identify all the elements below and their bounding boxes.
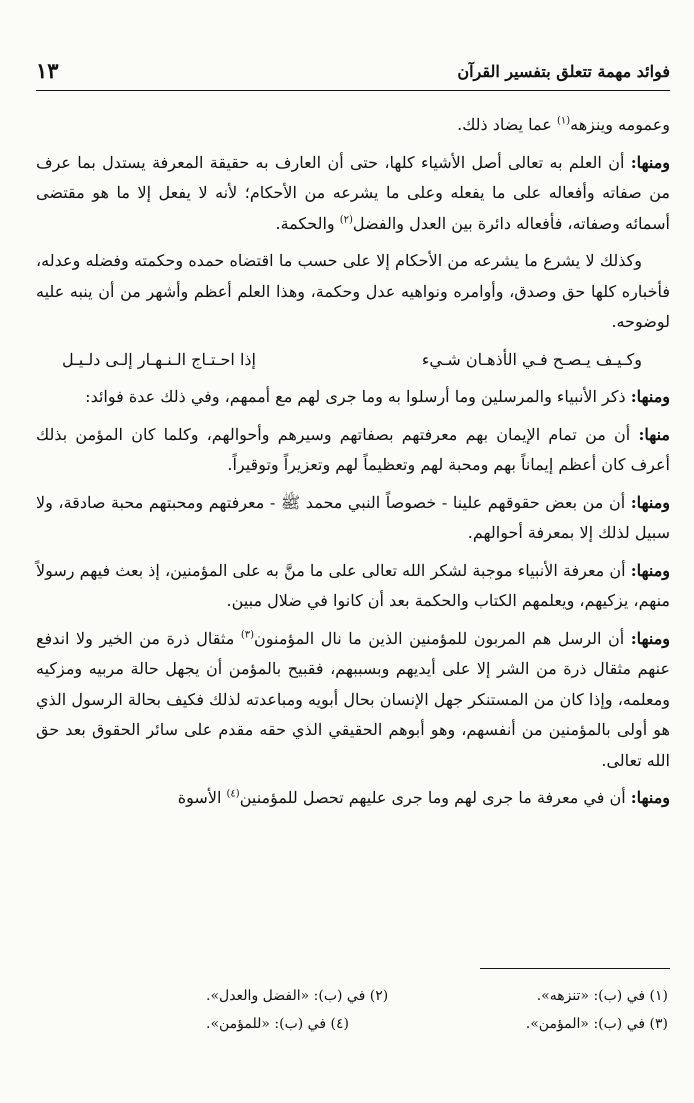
footnotes xyxy=(36,982,670,1038)
footnote-row xyxy=(36,1010,670,1038)
verse-first-hemistich: وكـيـف يـصـح فـي الأذهـان شـيء xyxy=(421,349,642,369)
paragraph: ومنها: أن الرسل هم المربون للمؤمنين الذين ما نال المؤمنون$^{(٣)}$ مثقال ذرة من الخير ولا اندفع عنهم مثقال ذرة من الشر إلا على أيديهم وبسببهم، فقبيح بالمؤمن أن يجهل حالة مربيه ومزكيه ومعلمه، وإذا كان من المستنكر جهل الإنسان بحال أبويه ومباعدته لذلك فكيف بحالة الرسول الذي هو أولى بالمؤمنين من أنفسهم، وهو أبوهم الحقيقي الذي حقه مقدم على سائر الحقوق بعد حق الله تعالى. xyxy=(36,628,671,770)
footnote-2: (٢) في (ب): «الفضل والعدل». xyxy=(206,988,389,1004)
paragraph: ومنها: أن معرفة الأنبياء موجبة لشكر الله تعالى على ما منَّ به على المؤمنين، إذ بعث فيهم رسولاً منهم، يزكيهم، ويعلمهم الكتاب والحكمة بعد أن كانوا في ضلال مبين. xyxy=(36,560,670,610)
page-body xyxy=(36,110,670,821)
paragraph: ومنها: أن في معرفة ما جرى لهم وما جرى عليهم تحصل للمؤمنين$^{(٤)}$ الأسوة xyxy=(177,788,670,807)
verse-second-hemistich: إذا احـتـاج الـنـهـار إلـى دلـيـل xyxy=(62,349,256,369)
footnote-ref: (٢) xyxy=(339,214,353,226)
paragraph: ومنها: أن العلم به تعالى أصل الأشياء كلها، حتى أن العارف به حقيقة المعرفة يستدل بما عرف من صفاته وأفعاله على ما يفعله وعلى ما يشرعه من الأحكام؛ لأنه لا يفعل إلا ما هو مقتضى أسمائه وصفاته، فأفعاله دائرة بين العدل والفضل$^{(٢)}$ والحكمة. xyxy=(36,152,670,233)
paragraph: منها: أن من تمام الإيمان بهم معرفتهم بصفاتهم وسيرهم وأحوالهم، وكلما كان المؤمن بذلك أعرف كان أعظم إيماناً بهم ومحبة لهم وتعظيماً لهم وتعزيراً وتوقيراً. xyxy=(36,424,670,474)
running-title: فوائد مهمة تتعلق بتفسير القرآن xyxy=(457,62,670,81)
page-number: ١٣ xyxy=(36,58,59,83)
footnote-ref: (٣) xyxy=(240,629,254,641)
page-header xyxy=(36,58,670,91)
footnote-1: (١) في (ب): «تنزهه». xyxy=(536,988,668,1004)
paragraph: ومنها: ذكر الأنبياء والمرسلين وما أرسلوا به وما جرى لهم مع أممهم، وفي ذلك عدة فوائد: xyxy=(85,387,670,406)
paragraph: وكذلك لا يشرع ما يشرعه من الأحكام إلا على حسب ما اقتضاه حمده وحكمته وفضله وعدله، فأخباره كلها حق وصدق، وأوامره ونواهيه عدل وحكمة، وهذا العلم أعظم وأشهر من أن ينبه عليه لوضوحه. xyxy=(36,251,670,331)
footnote-row xyxy=(36,982,670,1010)
poetry-verse xyxy=(36,345,670,376)
footnote-ref: (٤) xyxy=(226,788,240,800)
paragraph: ومنها: أن من بعض حقوقهم علينا - خصوصاً النبي محمد ﷺ - معرفتهم ومحبتهم محبة صادقة، ولا سبيل لذلك إلا بمعرفة أحوالهم. xyxy=(36,492,670,542)
footnote-ref: (١) xyxy=(556,115,571,127)
book-page xyxy=(36,0,670,1103)
footnote-3: (٣) في (ب): «المؤمن». xyxy=(525,1016,668,1032)
paragraph: وعمومه وينزهه$^{(١)}$ عما يضاد ذلك. xyxy=(457,115,670,134)
footnote-divider xyxy=(480,968,670,969)
footnote-4: (٤) في (ب): «للمؤمن». xyxy=(206,1016,349,1032)
